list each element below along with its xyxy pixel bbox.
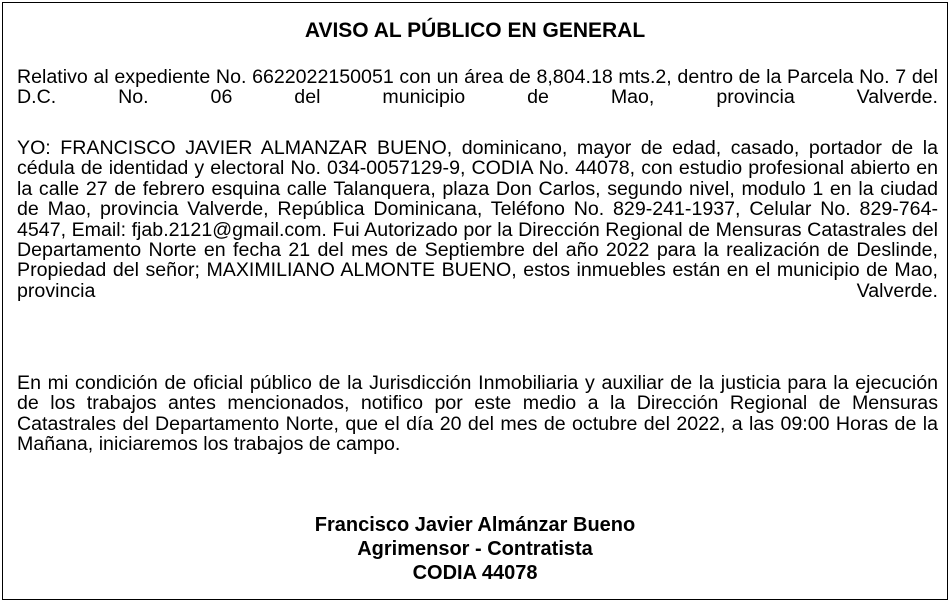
public-notice (2, 2, 948, 600)
paragraph-notification: En mi condición de oficial público de la Jurisdicción Inmobiliaria y auxiliar de la justicia para la ejecución de los trabajos antes mencionados, notifico por este medio a la Dirección Regional de Mensuras Catastrales del Departamento Norte, que el día 20 del mes de octubre del 2022, a las 09:00 Horas de la Mañana, iniciaremos los trabajos de campo. (17, 372, 938, 456)
paragraph-expediente: Relativo al expediente No. 6622022150051 con un área de 8,804.18 mts.2, dentro de la Parcela No. 7 del D.C. No. 06 del municipio de Mao, provincia Valverde. (17, 66, 938, 109)
signature-name: Francisco Javier Almánzar Bueno (314, 514, 636, 536)
signature-codia: CODIA 44078 (412, 562, 538, 584)
notice-title: AVISO AL PÚBLICO EN GENERAL (304, 19, 646, 42)
paragraph-declaration: YO: FRANCISCO JAVIER ALMANZAR BUENO, dominicano, mayor de edad, casado, portador de la cédula de identidad y electoral No. 034-0057129-9, CODIA No. 44078, con estudio profesional abierto en la calle 27 de febrero esquina calle Talanquera, plaza Don Carlos, segundo nivel, modulo 1 en la ciudad de Mao, provincia Valverde, República Dominicana, Teléfono No. 829-241-1937, Celular No. 829-764-4547, Email: fjab.2121@gmail.com. Fui Autorizado por la Dirección Regional de Mensuras Catastrales del Departamento Norte en fecha 21 del mes de Septiembre del año 2022 para la realización de Deslinde, Propiedad del señor; MAXIMILIANO ALMONTE BUENO, estos inmuebles están en el municipio de Mao, provincia Valverde. (17, 137, 938, 302)
signature-role: Agrimensor - Contratista (357, 538, 593, 560)
signature-block (3, 513, 947, 585)
